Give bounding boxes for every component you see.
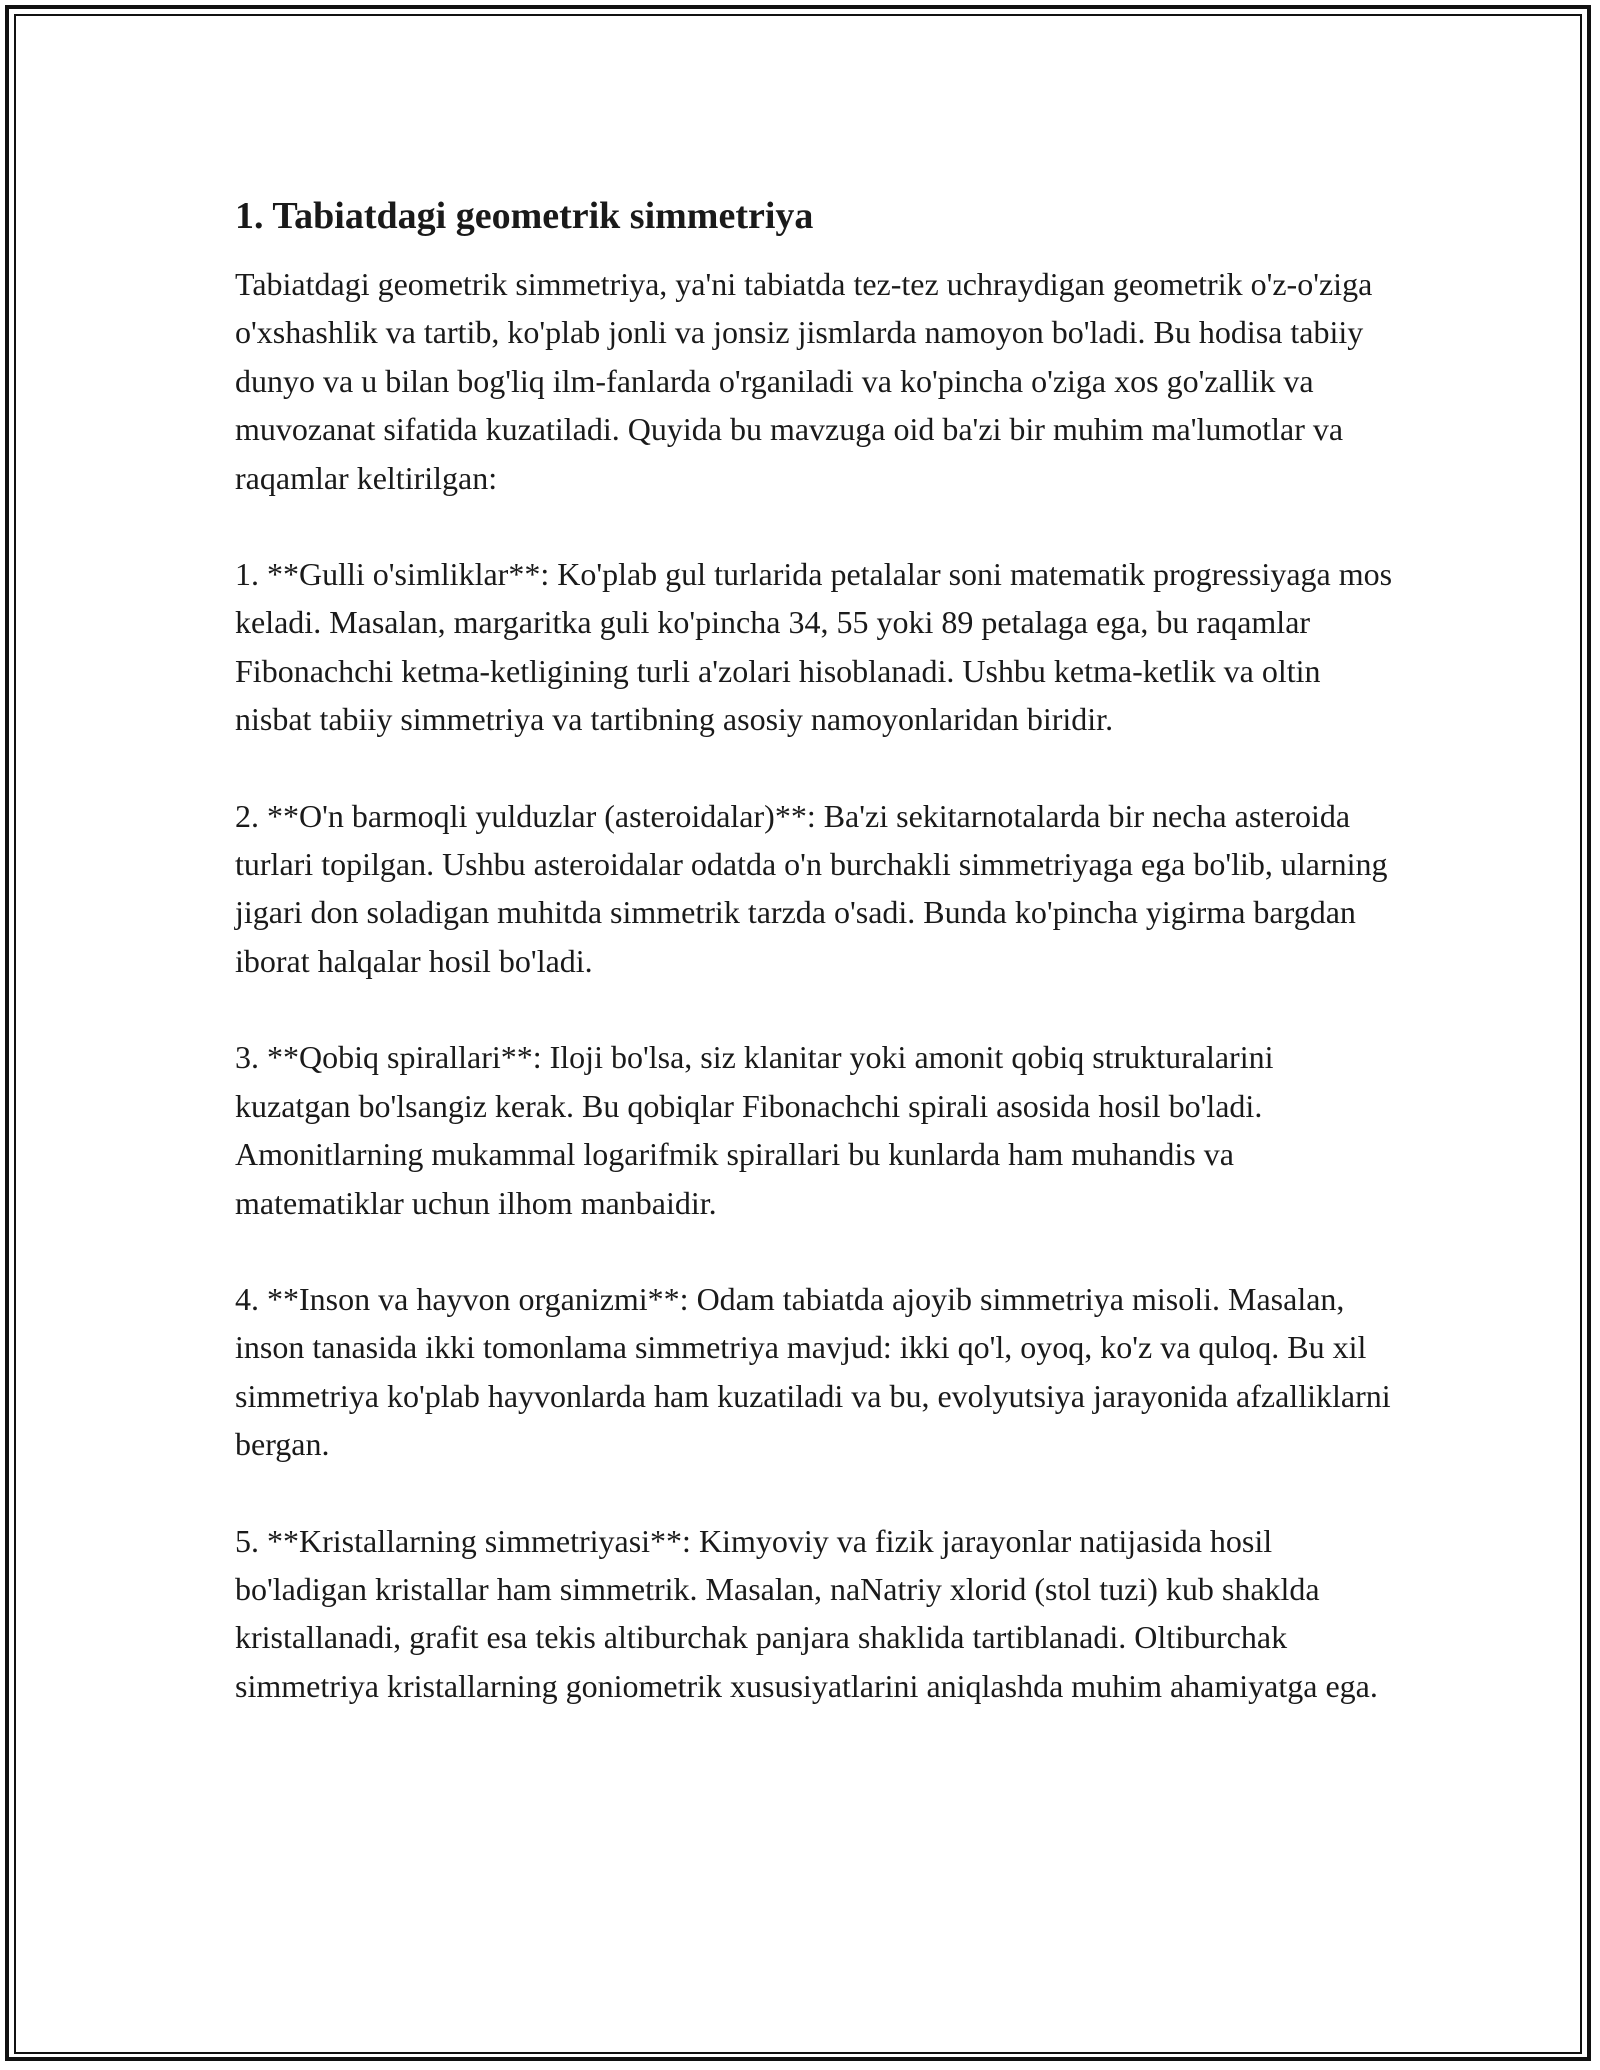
list-item: 3. **Qobiq spirallari**: Iloji bo'lsa, siz klanitar yoki amonit qobiq strukturalarini kuzatgan bo'lsangiz kerak. Bu qobiqlar Fibonachchi spirali asosida hosil bo'ladi. Amonitlarning mukammal logarifmik spirallari bu kunlarda ham muhandis va matematiklar uchun ilhom manbaidir. <box>235 1039 1274 1221</box>
document-body <box>235 188 1395 1710</box>
intro-paragraph: Tabiatdagi geometrik simmetriya, ya'ni tabiatda tez-tez uchraydigan geometrik o'z-o'ziga o'xshashlik va tartib, ko'plab jonli va jonsiz jismlarda namoyon bo'ladi. Bu hodisa tabiiy dunyo va u bilan bog'liq ilm-fanlarda o'rganiladi va ko'pincha o'ziga xos go'zallik va muvozanat sifatida kuzatiladi. Quyida bu mavzuga oid ba'zi bir muhim ma'lumotlar va raqamlar keltirilgan: <box>235 266 1373 496</box>
list-item: 2. **O'n barmoqli yulduzlar (asteroidalar)**: Ba'zi sekitarnotalarda bir necha asteroida turlari topilgan. Ushbu asteroidalar odatda o'n burchakli simmetriyaga ega bo'lib, ularning jigari don soladigan muhitda simmetrik tarzda o'sadi. Bunda ko'pincha yigirma bargdan iborat halqalar hosil bo'ladi. <box>235 797 1388 979</box>
list-item: 5. **Kristallarning simmetriyasi**: Kimyoviy va fizik jarayonlar natijasida hosil bo'ladigan kristallar ham simmetrik. Masalan, naNatriy xlorid (stol tuzi) kub shaklda kristallanadi, grafit esa tekis altiburchak panjara shaklida tartiblanadi. Oltiburchak simmetriya kristallarning goniometrik xususiyatlarini aniqlashda muhim ahamiyatga ega. <box>235 1522 1378 1704</box>
list-item: 1. **Gulli o'simliklar**: Ko'plab gul turlarida petalalar soni matematik progressiyaga mos keladi. Masalan, margaritka guli ko'pincha 34, 55 yoki 89 petalaga ega, bu raqamlar Fibonachchi ketma-ketligining turli a'zolari hisoblanadi. Ushbu ketma-ketlik va oltin nisbat tabiiy simmetriya va tartibning asosiy namoyonlaridan biridir. <box>235 556 1393 738</box>
page-title: 1. Tabiatdagi geometrik simmetriya <box>235 195 814 237</box>
list-item: 4. **Inson va hayvon organizmi**: Odam tabiatda ajoyib simmetriya misoli. Masalan, inson tanasida ikki tomonlama simmetriya mavjud: ikki qo'l, oyoq, ko'z va quloq. Bu xil simmetriya ko'plab hayvonlarda ham kuzatiladi va bu, evolyutsiya jarayonida afzalliklarni bergan. <box>235 1280 1391 1463</box>
